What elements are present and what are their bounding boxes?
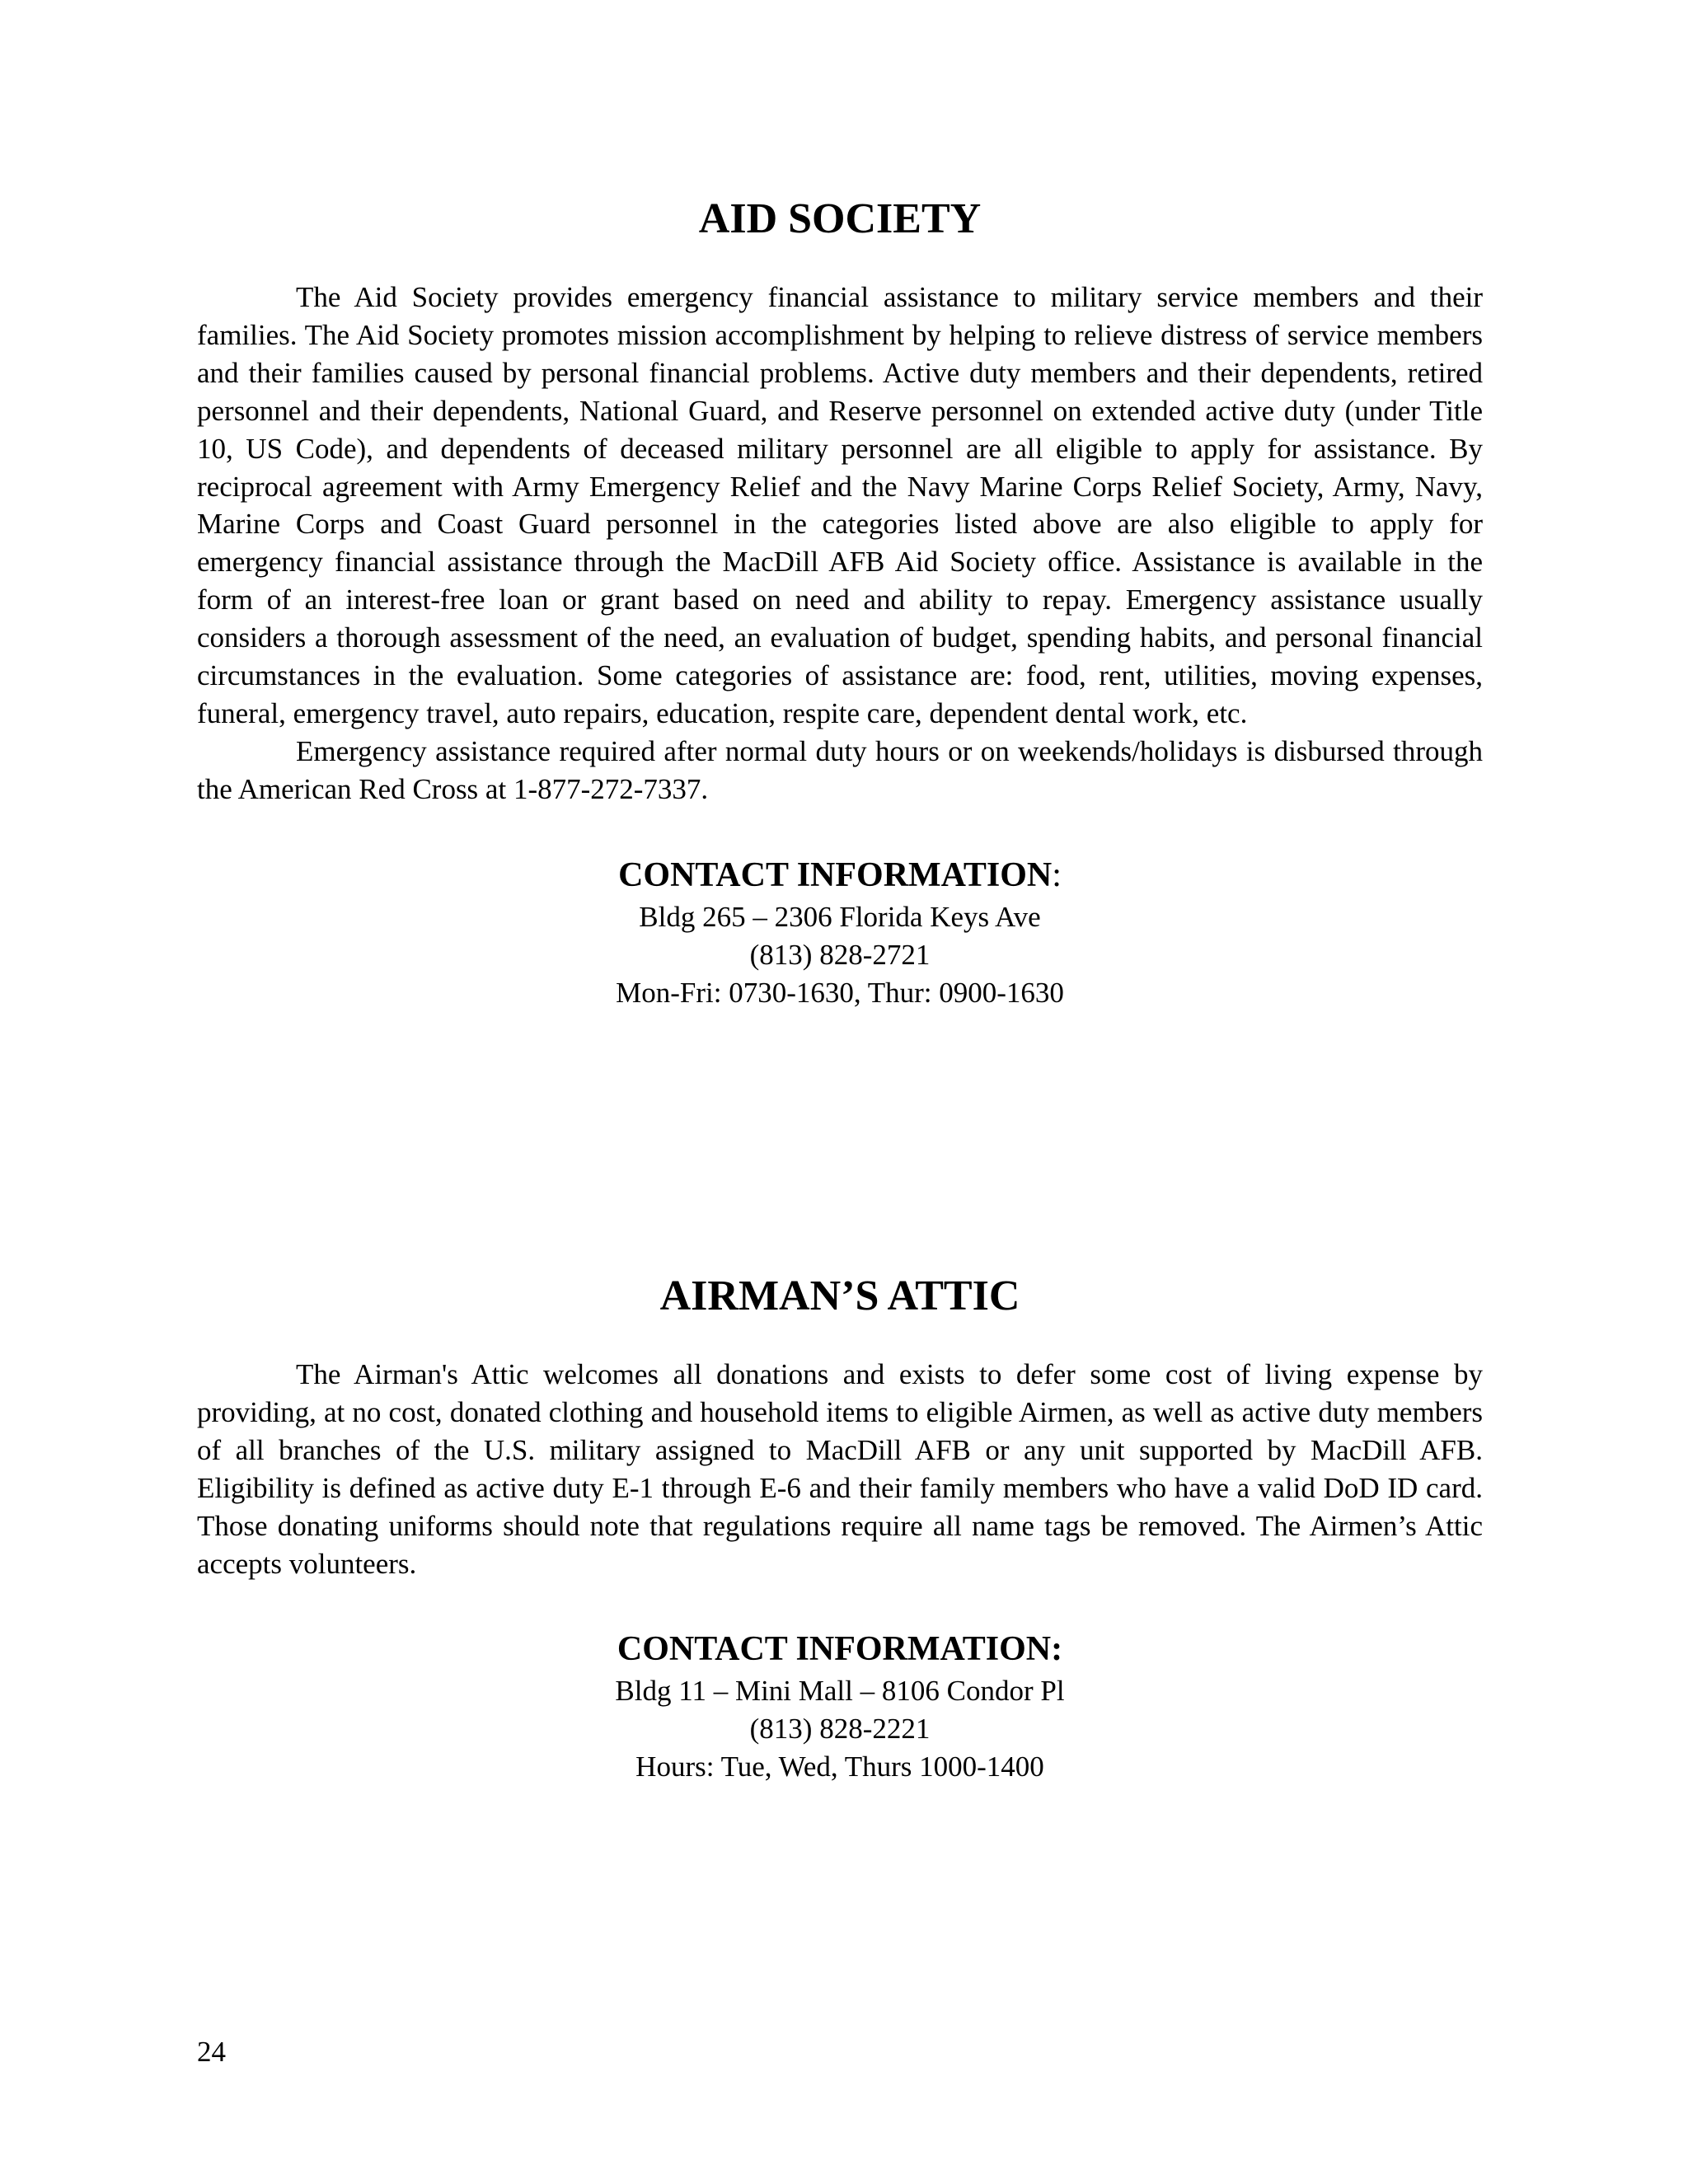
aid-society-paragraph-1: The Aid Society provides emergency financial assistance to military service members and their families. The Aid Society promotes mission accomplishment by helping to relieve distress of service members and their families caused by personal financial problems. Active duty members and their dependents, retired personnel and their dependents, National Guard, and Reserve personnel on extended active duty (under Title 10, US Code), and dependents of deceased military personnel are all eligible to apply for assistance. By reciprocal agreement with Army Emergency Relief and the Navy Marine Corps Relief Society, Army, Navy, Marine Corps and Coast Guard personnel in the categories listed above are also eligible to apply for emergency financial assistance through the MacDill AFB Aid Society office. Assistance is available in the form of an interest-free loan or grant based on need and ability to repay. Emergency assistance usually considers a thorough assessment of the need, an evaluation of budget, spending habits, and personal financial circumstances in the evaluation. Some categories of assistance are: food, rent, utilities, moving expenses, funeral, emergency travel, auto repairs, education, respite care, dependent dental work, etc.: [197, 281, 1483, 729]
aid-society-section: [197, 194, 1483, 1011]
aid-society-contact-title: [197, 855, 1483, 895]
airmans-attic-heading: AIRMAN’S ATTIC: [659, 1272, 1020, 1319]
airmans-attic-paragraph-1: The Airman's Attic welcomes all donations and exists to defer some cost of living expense by providing, at no cost, donated clothing and household items to eligible Airmen, as well as active duty members of all branches of the U.S. military assigned to MacDill AFB or any unit supported by MacDill AFB. Eligibility is defined as active duty E-1 through E-6 and their family members who have a valid DoD ID card. Those donating uniforms should note that regulations require all name tags be removed. The Airmen’s Attic accepts volunteers.: [197, 1358, 1483, 1580]
aid-society-contact-title-colon: :: [1052, 855, 1062, 894]
aid-society-heading: AID SOCIETY: [698, 195, 982, 242]
aid-society-hours: Mon-Fri: 0730-1630, Thur: 0900-1630: [616, 976, 1064, 1009]
airmans-attic-section: [197, 1272, 1483, 1786]
aid-society-contact-title-text: CONTACT INFORMATION: [618, 855, 1053, 894]
airmans-attic-hours: Hours: Tue, Wed, Thurs 1000-1400: [635, 1750, 1044, 1783]
aid-society-paragraph-2: Emergency assistance required after normal duty hours or on weekends/holidays is disbursed through the American Red Cross at 1-877-272-7337.: [197, 734, 1483, 805]
aid-society-contact: [197, 855, 1483, 1012]
airmans-attic-contact-title: CONTACT INFORMATION:: [617, 1630, 1063, 1669]
page-number: 24: [197, 2036, 226, 2068]
aid-society-address: Bldg 265 – 2306 Florida Keys Ave: [639, 900, 1041, 933]
airmans-attic-address: Bldg 11 – Mini Mall – 8106 Condor Pl: [615, 1675, 1065, 1708]
aid-society-phone: (813) 828-2721: [749, 938, 931, 971]
airmans-attic-phone: (813) 828-2221: [749, 1713, 931, 1746]
airmans-attic-contact: [197, 1629, 1483, 1786]
